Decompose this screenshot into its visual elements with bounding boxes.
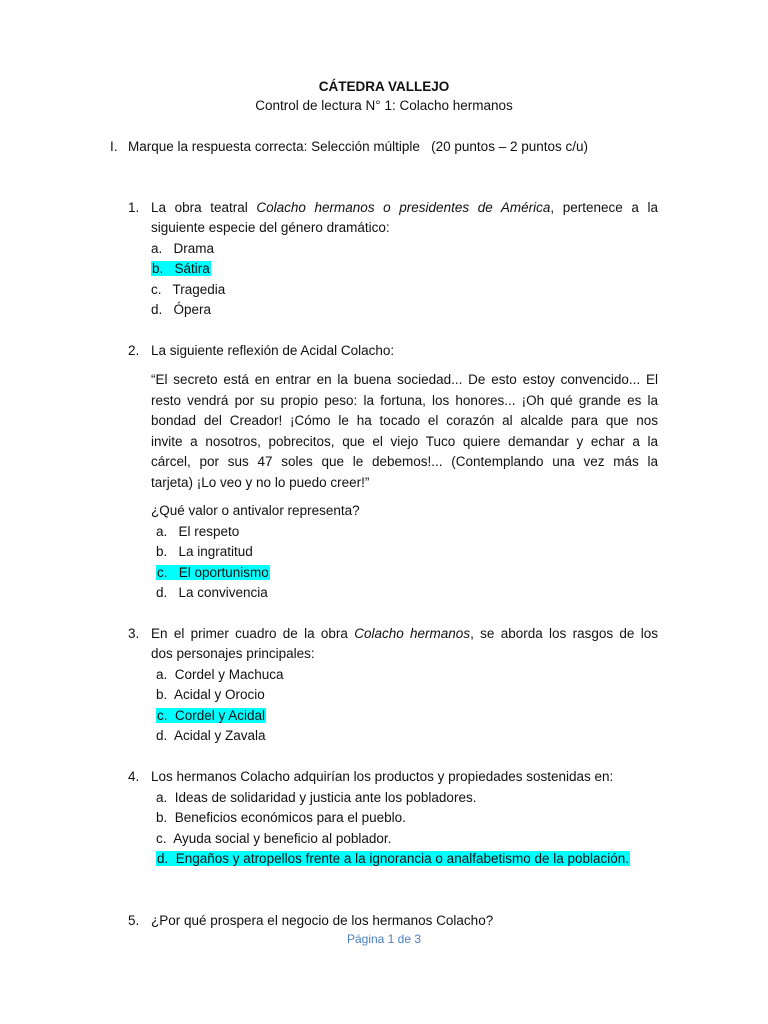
page-title: CÁTEDRA VALLEJO bbox=[318, 79, 450, 94]
q1-option-b-highlighted: b. Sátira bbox=[152, 261, 210, 276]
quote-line: bondad del Creador! ¡Cómo le ha tocado el corazón al alcalde para que nos bbox=[151, 413, 658, 429]
q3-option-c-highlighted: c. Cordel y Acidal bbox=[157, 708, 266, 723]
q2-option-c-highlighted: c. El oportunismo bbox=[157, 565, 269, 580]
q1-option-c: c. Tragedia bbox=[151, 282, 226, 297]
q3-number: 3. bbox=[128, 626, 140, 641]
quote-line: cárcel, por sus 47 soles que le debemos!... (Contemplando una vez más la bbox=[151, 454, 658, 470]
q3-stem-line2: dos personajes principales: bbox=[151, 646, 315, 661]
q2-stem: La siguiente reflexión de Acidal Colacho: bbox=[151, 343, 395, 358]
q3-stem-post: , se aborda los rasgos de los bbox=[470, 626, 658, 641]
q2-option-b: b. La ingratitud bbox=[156, 544, 253, 559]
q2-option-d: d. La convivencia bbox=[156, 585, 268, 600]
q4-number: 4. bbox=[128, 769, 140, 784]
q1-option-d: d. Ópera bbox=[151, 302, 212, 317]
q1-number: 1. bbox=[128, 200, 140, 215]
q1-stem-post: , pertenece a la bbox=[550, 200, 658, 215]
q1-work-title: Colacho hermanos o presidentes de América bbox=[256, 200, 551, 215]
q4-option-b: b. Beneficios económicos para el pueblo. bbox=[156, 810, 406, 825]
q4-stem: Los hermanos Colacho adquirían los productos y propiedades sostenidas en: bbox=[151, 769, 614, 784]
section-heading: Marque la respuesta correcta: Selección múltiple (20 puntos – 2 puntos c/u) bbox=[128, 139, 588, 154]
quote-line: resto vendrá por su propio peso: la fortuna, los honores... ¡Oh qué grande es la bbox=[151, 392, 658, 408]
q4-option-a: a. Ideas de solidaridad y justicia ante los pobladores. bbox=[156, 790, 477, 805]
page-subtitle: Control de lectura N° 1: Colacho hermanos bbox=[255, 98, 513, 113]
q3-stem-line1 bbox=[151, 625, 658, 643]
quote-line: “El secreto está en entrar en la buena sociedad... De esto estoy convencido... El bbox=[151, 372, 658, 387]
q1-stem-line1 bbox=[151, 199, 658, 217]
q1-stem-pre: La obra teatral bbox=[151, 200, 257, 215]
q1-stem-line2: siguiente especie del género dramático: bbox=[151, 220, 390, 235]
q1-option-a: a. Drama bbox=[151, 241, 215, 256]
section-number: I. bbox=[110, 139, 118, 154]
q3-option-b: b. Acidal y Orocio bbox=[156, 687, 265, 702]
q3-stem-pre: En el primer cuadro de la obra bbox=[151, 626, 355, 641]
q5-number: 5. bbox=[128, 913, 140, 928]
q4-option-c: c. Ayuda social y beneficio al poblador. bbox=[156, 831, 392, 846]
q2-question: ¿Qué valor o antivalor representa? bbox=[151, 503, 360, 518]
q4-option-d-highlighted: d. Engaños y atropellos frente a la ignorancia o analfabetismo de la población. bbox=[157, 851, 630, 866]
q5-stem: ¿Por qué prospera el negocio de los hermanos Colacho? bbox=[151, 913, 494, 928]
quote-line: tarjeta) ¡Lo veo y no lo puedo creer!” bbox=[151, 474, 370, 490]
quote-line: invite a nosotros, pobrecitos, que el viejo Tuco quiere demandar y echar a la bbox=[151, 433, 658, 449]
q3-option-a: a. Cordel y Machuca bbox=[156, 667, 284, 682]
q2-number: 2. bbox=[128, 343, 140, 358]
page-number-footer: Página 1 de 3 bbox=[346, 932, 422, 946]
q3-work-title: Colacho hermanos bbox=[354, 626, 471, 641]
q2-option-a: a. El respeto bbox=[156, 524, 240, 539]
q3-option-d: d. Acidal y Zavala bbox=[156, 728, 266, 743]
q2-quote bbox=[151, 370, 658, 494]
